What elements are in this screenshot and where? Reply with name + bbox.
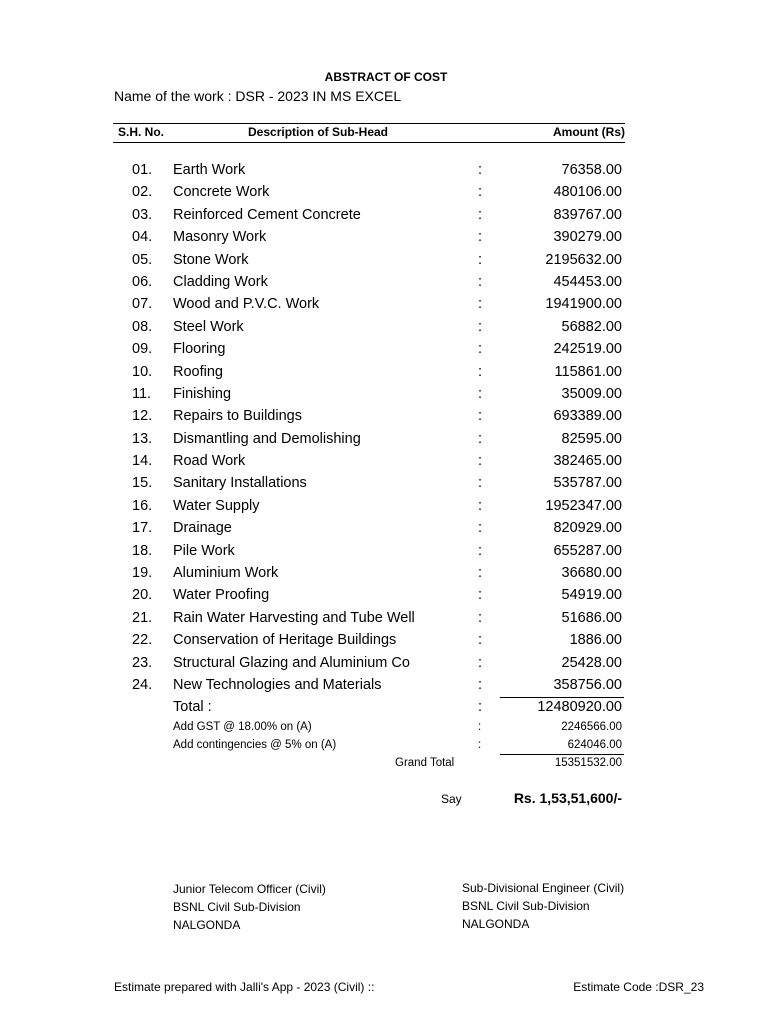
- signature-left-office: BSNL Civil Sub-Division: [173, 900, 301, 914]
- row-colon: :: [478, 632, 483, 649]
- signature-right-office: BSNL Civil Sub-Division: [462, 899, 590, 913]
- row-number: 11.: [132, 385, 152, 402]
- row-description: Earth Work: [173, 162, 246, 178]
- table-row: [0, 429, 768, 451]
- table-row: [0, 160, 768, 182]
- row-number: 23.: [132, 654, 153, 671]
- row-colon: :: [478, 229, 483, 246]
- row-amount: 36680.00: [561, 565, 622, 582]
- table-row: [0, 675, 768, 697]
- row-description: Steel Work: [173, 318, 244, 335]
- row-amount: 51686.00: [561, 609, 622, 626]
- table-row: [0, 653, 768, 675]
- row-description: Concrete Work: [173, 184, 270, 201]
- gst-amount: 2246566.00: [561, 721, 622, 733]
- row-description: Pile Work: [173, 542, 235, 559]
- row-description: Wood and P.V.C. Work: [173, 296, 320, 313]
- table-row: [0, 384, 768, 406]
- row-number: 20.: [132, 587, 153, 604]
- row-description: Water Proofing: [173, 587, 270, 604]
- gst-label: Add GST @ 18.00% on (A): [173, 721, 312, 733]
- row-colon: :: [478, 565, 483, 582]
- row-colon: :: [478, 408, 483, 425]
- row-colon: :: [478, 363, 483, 380]
- row-amount: 1941900.00: [545, 296, 622, 313]
- row-number: 18.: [132, 542, 153, 559]
- table-row: [0, 272, 768, 294]
- row-colon: :: [478, 206, 483, 223]
- contingencies-colon: :: [478, 739, 482, 751]
- row-amount: 480106.00: [553, 184, 622, 201]
- table-row: [0, 518, 768, 540]
- signature-left-designation: Junior Telecom Officer (Civil): [173, 882, 326, 896]
- row-description: Sanitary Installations: [173, 475, 307, 492]
- total-label: Total :: [173, 699, 212, 715]
- cost-table: [0, 160, 768, 697]
- signature-right-designation: Sub-Divisional Engineer (Civil): [462, 881, 625, 895]
- signature-left: [173, 880, 326, 934]
- row-number: 07.: [132, 296, 153, 313]
- row-colon: :: [478, 296, 483, 313]
- row-amount: 820929.00: [553, 520, 622, 537]
- row-number: 02.: [132, 184, 153, 201]
- row-number: 09.: [132, 341, 153, 358]
- table-row: [0, 585, 768, 607]
- row-colon: :: [478, 520, 483, 537]
- total-amount: 12480920.00: [537, 699, 622, 715]
- row-description: Rain Water Harvesting and Tube Well: [173, 609, 415, 626]
- row-amount: 382465.00: [553, 453, 622, 470]
- row-number: 13.: [132, 430, 153, 447]
- footer-estimate-code: Estimate Code :DSR_23: [573, 980, 704, 994]
- table-row: [0, 227, 768, 249]
- header-sh-no: S.H. No.: [118, 125, 165, 139]
- signature-right-place: NALGONDA: [462, 917, 530, 931]
- grand-total-label: Grand Total: [395, 757, 455, 769]
- row-colon: :: [478, 341, 483, 358]
- row-colon: :: [478, 430, 483, 447]
- row-number: 04.: [132, 229, 153, 246]
- row-amount: 115861.00: [554, 363, 622, 380]
- row-description: Flooring: [173, 341, 226, 358]
- row-amount: 2195632.00: [545, 251, 622, 268]
- row-number: 08.: [132, 318, 153, 335]
- table-row: [0, 563, 768, 585]
- header-top-rule: [113, 123, 625, 124]
- work-name: Name of the work : DSR - 2023 IN MS EXCEL: [114, 88, 402, 104]
- gst-colon: :: [478, 721, 482, 733]
- table-row: [0, 339, 768, 361]
- header-bottom-rule: [113, 142, 625, 143]
- row-number: 14.: [132, 453, 153, 470]
- row-amount: 76358.00: [561, 162, 622, 178]
- row-number: 10.: [132, 363, 153, 380]
- row-colon: :: [478, 162, 483, 178]
- row-colon: :: [478, 184, 483, 201]
- row-number: 15.: [132, 475, 153, 492]
- table-row: [0, 250, 768, 272]
- row-colon: :: [478, 453, 483, 470]
- footer-app-note: Estimate prepared with Jalli's App - 2023 (Civil) ::: [114, 980, 375, 994]
- row-description: Masonry Work: [173, 229, 267, 246]
- table-row: [0, 451, 768, 473]
- row-amount: 35009.00: [561, 385, 622, 402]
- row-colon: :: [478, 609, 483, 626]
- table-row: [0, 496, 768, 518]
- table-row: [0, 205, 768, 227]
- row-amount: 54919.00: [561, 587, 622, 604]
- table-row: [0, 608, 768, 630]
- row-amount: 454453.00: [553, 273, 622, 290]
- row-description: Conservation of Heritage Buildings: [173, 632, 397, 649]
- row-colon: :: [478, 654, 483, 671]
- row-number: 24.: [132, 676, 153, 693]
- row-number: 16.: [132, 497, 153, 514]
- document-title: ABSTRACT OF COST: [324, 70, 448, 84]
- row-number: 22.: [132, 632, 153, 649]
- row-colon: :: [478, 385, 483, 402]
- header-description: Description of Sub-Head: [248, 125, 389, 139]
- table-row: [0, 362, 768, 384]
- signature-right: [462, 879, 624, 933]
- total-colon: :: [478, 699, 483, 715]
- row-description: New Technologies and Materials: [173, 676, 382, 693]
- row-amount: 56882.00: [561, 318, 622, 335]
- row-number: 03.: [132, 206, 153, 223]
- row-number: 01.: [132, 162, 153, 178]
- row-description: Drainage: [173, 520, 232, 537]
- row-number: 21.: [132, 609, 153, 626]
- contingencies-label: Add contingencies @ 5% on (A): [173, 739, 337, 751]
- grand-total-amount: 15351532.00: [554, 757, 622, 769]
- say-label: Say: [441, 792, 462, 806]
- contingencies-amount: 624046.00: [567, 739, 622, 751]
- row-amount: 358756.00: [553, 676, 622, 693]
- table-row: [0, 541, 768, 563]
- row-colon: :: [478, 497, 483, 514]
- grand-total-rule: [500, 754, 624, 755]
- row-colon: :: [478, 587, 483, 604]
- row-number: 19.: [132, 565, 153, 582]
- row-amount: 655287.00: [553, 542, 622, 559]
- row-amount: 390279.00: [553, 229, 622, 246]
- row-description: Cladding Work: [173, 273, 268, 290]
- row-colon: :: [478, 318, 483, 335]
- row-amount: 693389.00: [553, 408, 622, 425]
- row-description: Roofing: [173, 363, 223, 380]
- say-amount: Rs. 1,53,51,600/-: [513, 790, 622, 806]
- row-number: 17.: [132, 520, 153, 537]
- total-rule: [500, 697, 624, 698]
- table-row: [0, 294, 768, 316]
- table-row: [0, 473, 768, 495]
- row-number: 12.: [132, 408, 153, 425]
- row-description: Structural Glazing and Aluminium Co: [173, 654, 410, 671]
- table-row: [0, 406, 768, 428]
- row-colon: :: [478, 676, 483, 693]
- table-row: [0, 182, 768, 204]
- row-amount: 1952347.00: [545, 497, 622, 514]
- row-colon: :: [478, 542, 483, 559]
- row-amount: 535787.00: [553, 475, 622, 492]
- row-description: Dismantling and Demolishing: [173, 430, 361, 447]
- signature-left-place: NALGONDA: [173, 918, 241, 932]
- row-amount: 242519.00: [553, 341, 622, 358]
- row-description: Aluminium Work: [173, 565, 279, 582]
- row-amount: 82595.00: [561, 430, 622, 447]
- row-amount: 1886.00: [569, 632, 622, 649]
- row-amount: 25428.00: [561, 654, 622, 671]
- header-amount: Amount (Rs): [553, 125, 625, 139]
- row-description: Repairs to Buildings: [173, 408, 302, 425]
- row-description: Road Work: [173, 453, 246, 470]
- row-description: Stone Work: [173, 251, 249, 268]
- row-number: 05.: [132, 251, 153, 268]
- row-number: 06.: [132, 273, 153, 290]
- row-description: Finishing: [173, 385, 232, 402]
- row-amount: 839767.00: [553, 206, 622, 223]
- table-row: [0, 630, 768, 652]
- row-description: Water Supply: [173, 497, 260, 514]
- row-colon: :: [478, 251, 483, 268]
- row-colon: :: [478, 475, 483, 492]
- row-description: Reinforced Cement Concrete: [173, 206, 361, 223]
- row-colon: :: [478, 273, 483, 290]
- table-row: [0, 317, 768, 339]
